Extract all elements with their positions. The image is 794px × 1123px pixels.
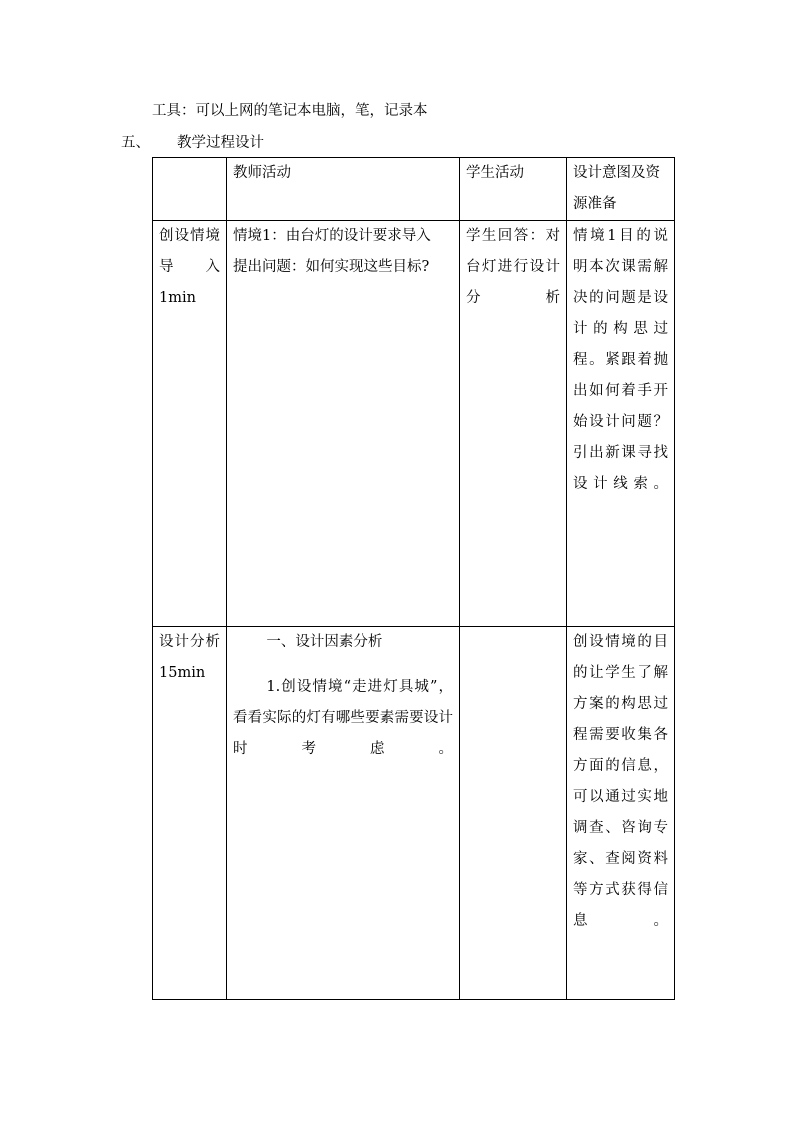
stage-name: 设计分析 — [159, 634, 220, 650]
teacher-activity-line: 一、设计因素分析 — [266, 634, 383, 650]
design-intent-cell — [567, 221, 675, 627]
teacher-activity-line: 情境1：由台灯的设计要求导入 — [233, 228, 431, 244]
stage-cell — [153, 221, 227, 627]
teacher-activity-line: 1.创设情境“走进灯具城”，看看实际的灯有哪些要素需要设计时考虑。 — [233, 679, 453, 757]
student-activity-cell — [460, 221, 567, 627]
design-intent-text: 创设情境的目的让学生了解方案的构思过程需要收集各方面的信息，可以通过实地调查、咨询专家、查阅资料等方式获得信息。 — [573, 634, 668, 929]
section-title: 教学过程设计 — [177, 135, 264, 151]
design-intent-cell — [567, 627, 675, 1000]
teaching-process-table — [152, 157, 675, 1000]
student-activity-cell — [460, 627, 567, 1000]
teacher-activity-cell — [227, 627, 460, 1000]
table-row — [153, 221, 675, 627]
section-number: 五、 — [121, 135, 150, 151]
table-header-row — [153, 158, 675, 221]
header-cell-student: 学生活动 — [460, 158, 567, 221]
header-cell-teacher: 教师活动 — [227, 158, 460, 221]
header-cell-stage — [153, 158, 227, 221]
stage-time: 1min — [159, 290, 196, 306]
stage-cell — [153, 627, 227, 1000]
header-cell-intent: 设计意图及资源准备 — [567, 158, 675, 221]
table-row — [153, 627, 675, 1000]
stage-time: 15min — [159, 665, 206, 681]
stage-name: 创设情境导入 — [159, 228, 220, 275]
teacher-activity-cell — [227, 221, 460, 627]
student-activity-text: 学生回答：对台灯进行设计分析 — [466, 228, 560, 306]
tools-line: 工具：可以上网的笔记本电脑，笔，记录本 — [152, 103, 428, 119]
teacher-activity-line: 提出问题：如何实现这些目标? — [233, 259, 430, 275]
design-intent-text: 情境1目的说明本次课需解决的问题是设计的构思过程。紧跟着抛出如何着手开始设计问题？引出新课寻找设计线索。 — [573, 228, 668, 492]
